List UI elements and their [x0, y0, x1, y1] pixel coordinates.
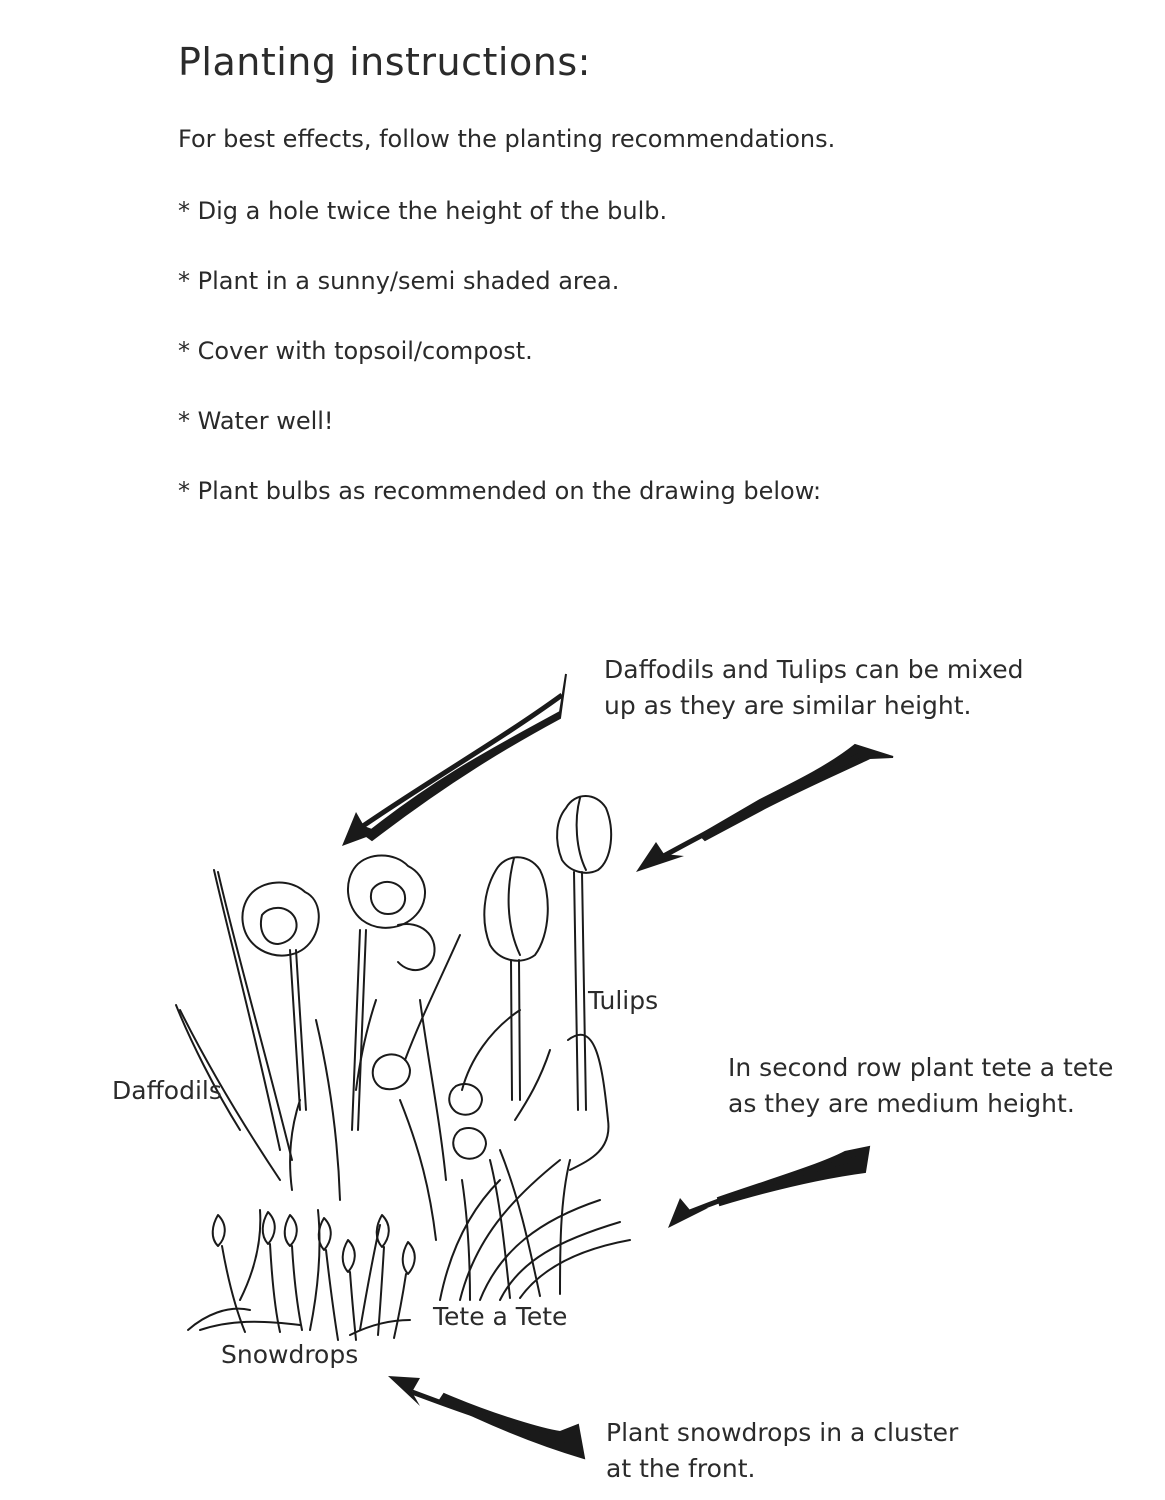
- note-tete-a-tete: In second row plant tete a tete as they are medium height.: [728, 1053, 1114, 1118]
- label-snowdrops: Snowdrops: [221, 1340, 359, 1369]
- tete-a-tete-drawing: [440, 1150, 630, 1300]
- instruction-item: * Plant in a sunny/semi shaded area.: [178, 267, 620, 295]
- page-title: Planting instructions:: [178, 40, 591, 84]
- arrow-daffodils: [342, 674, 566, 846]
- intro-text: For best effects, follow the planting recommendations.: [178, 125, 836, 153]
- arrow-tete-a-tete: [668, 1147, 869, 1228]
- instruction-item: * Dig a hole twice the height of the bulb.: [178, 197, 668, 225]
- instruction-item: * Plant bulbs as recommended on the drawing below:: [178, 477, 822, 505]
- note-daffodils-tulips: Daffodils and Tulips can be mixed up as they are similar height.: [604, 655, 1024, 720]
- label-daffodils: Daffodils: [112, 1076, 222, 1105]
- instruction-item: * Cover with topsoil/compost.: [178, 337, 533, 365]
- arrow-snowdrops: [388, 1376, 584, 1458]
- snowdrops-drawing: [188, 1210, 415, 1340]
- instruction-item: * Water well!: [178, 407, 334, 435]
- tulips-drawing: [462, 796, 611, 1170]
- daffodils-drawing: [176, 856, 486, 1241]
- arrow-tulips: [636, 745, 893, 872]
- label-tete-a-tete: Tete a Tete: [433, 1302, 568, 1331]
- note-snowdrops: Plant snowdrops in a cluster at the front.: [606, 1418, 959, 1483]
- flower-drawing: [176, 796, 630, 1340]
- label-tulips: Tulips: [588, 986, 659, 1015]
